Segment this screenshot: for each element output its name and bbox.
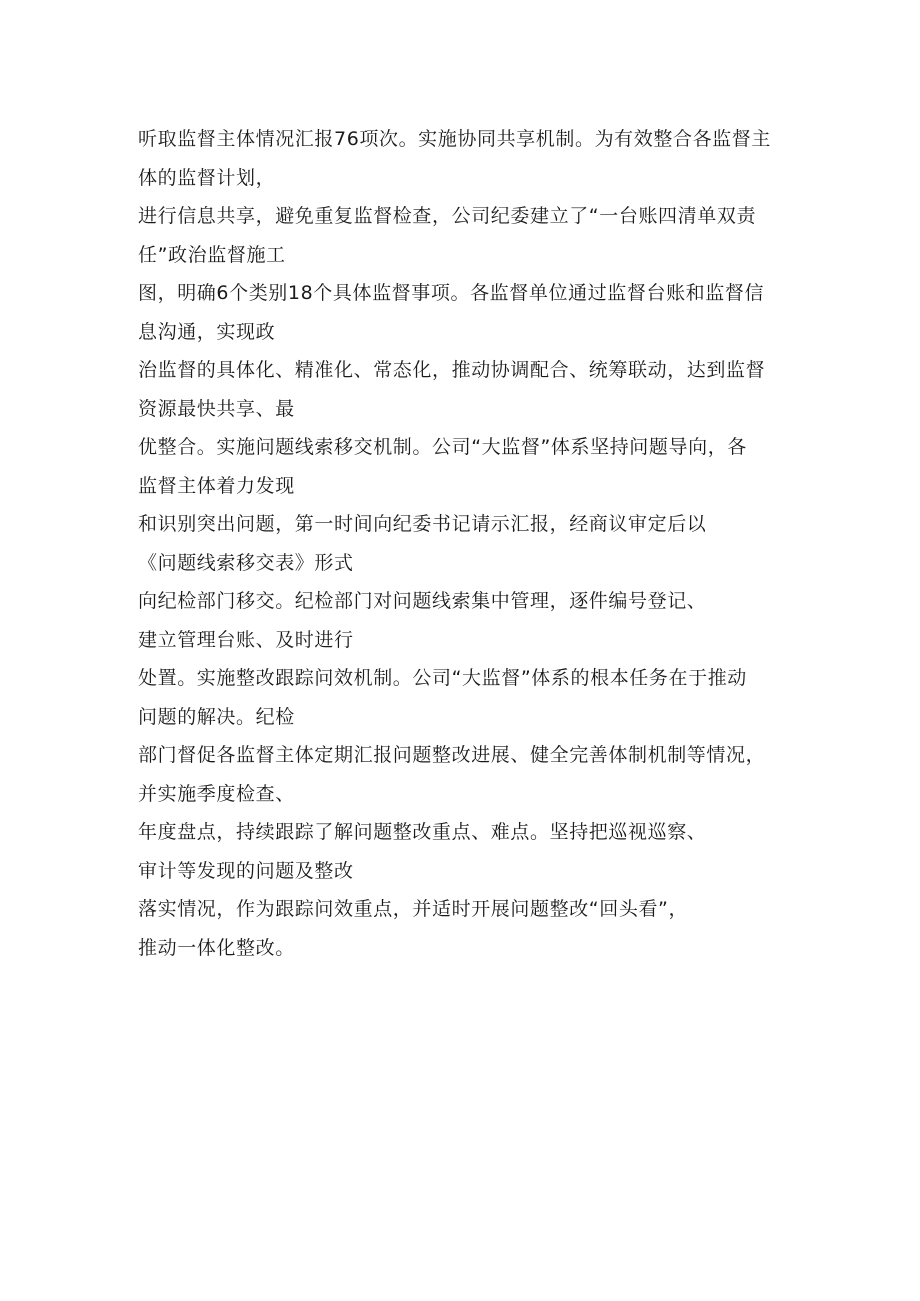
text-line: 优整合。实施问题线索移交机制。公司“大监督”体系坚持问题导向，各 — [138, 436, 747, 458]
text-line: 建立管理台账、及时进行 — [138, 628, 354, 651]
text-line: 资源最快共享、最 — [138, 397, 295, 420]
text-line: 听取监督主体情况汇报76项次。实施协同共享机制。为有效整合各监督主 — [138, 128, 771, 150]
text-line: 落实情况，作为跟踪问效重点，并适时开展问题整改“回头看”， — [138, 898, 689, 920]
text-line: 任”政治监督施工 — [138, 243, 286, 266]
text-line: 向纪检部门移交。纪检部门对问题线索集中管理，逐件编号登记、 — [138, 590, 707, 612]
text-line: 图，明确6个类别18个具体监督事项。各监督单位通过监督台账和监督信 — [138, 282, 765, 304]
text-line: 部门督促各监督主体定期汇报问题整改进展、健全完善体制机制等情况， — [138, 744, 766, 766]
text-line: 息沟通，实现政 — [138, 320, 276, 343]
text-line: 年度盘点，持续跟踪了解问题整改重点、难点。坚持把巡视巡察、 — [138, 821, 707, 843]
text-line: 审计等发现的问题及整改 — [138, 859, 354, 882]
body-text — [138, 120, 798, 967]
text-line: 《问题线索移交表》形式 — [138, 551, 354, 574]
text-line: 推动一体化整改。 — [138, 936, 295, 959]
text-line: 进行信息共享，避免重复监督检查，公司纪委建立了“一台账四清单双责 — [138, 205, 757, 227]
text-line: 监督主体着力发现 — [138, 474, 295, 497]
text-line: 和识别突出问题，第一时间向纪委书记请示汇报，经商议审定后以 — [138, 513, 707, 535]
text-line: 并实施季度检查、 — [138, 782, 295, 805]
text-line: 治监督的具体化、精准化、常态化，推动协调配合、统筹联动，达到监督 — [138, 359, 766, 381]
text-line: 问题的解决。纪检 — [138, 705, 295, 728]
text-line: 处置。实施整改跟踪问效机制。公司“大监督”体系的根本任务在于推动 — [138, 667, 747, 689]
text-line: 体的监督计划， — [138, 166, 276, 189]
